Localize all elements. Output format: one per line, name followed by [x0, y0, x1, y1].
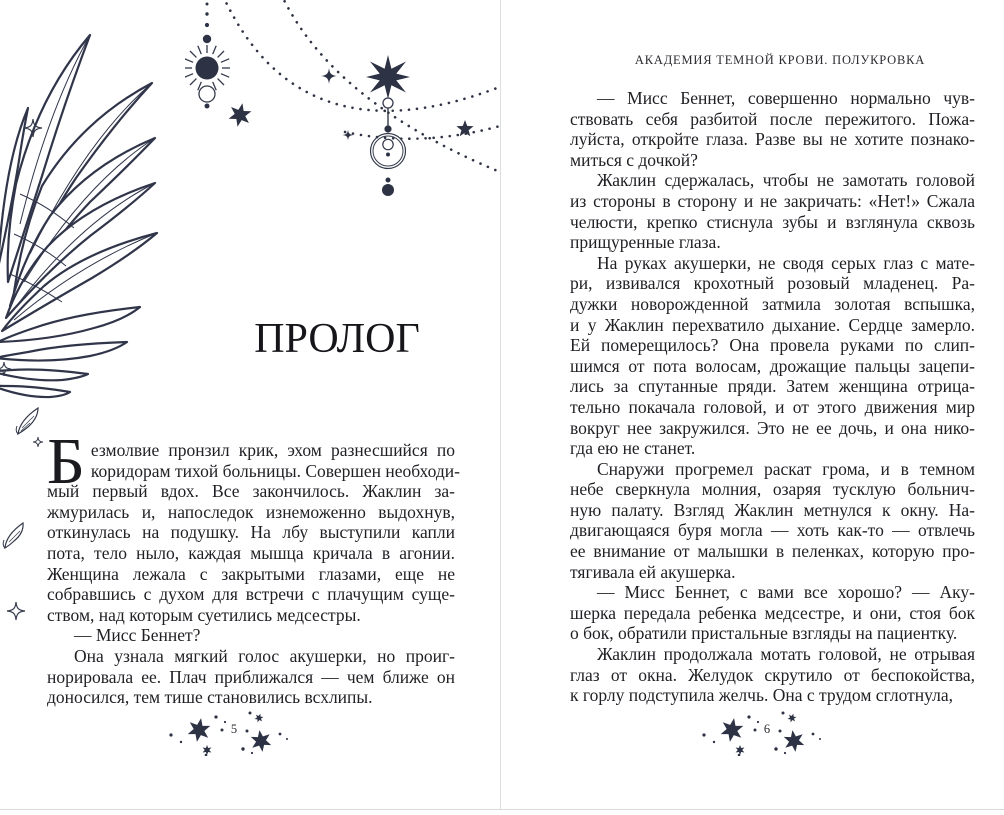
paragraph	[570, 253, 975, 459]
feather-icon	[2, 520, 30, 552]
text-line: Ей померещилось? Она провела руками по слип-	[570, 335, 975, 356]
five-point-star-icon	[454, 118, 476, 140]
drop-cap: Б	[47, 425, 85, 498]
chapter-title: ПРОЛОГ	[254, 316, 420, 362]
text-line: Жаклин сдержалась, чтобы не замотать головой	[597, 170, 975, 191]
sparkle-icon	[320, 67, 338, 85]
text-line: ее внимание от малышки в пеленках, которую про-	[570, 541, 975, 562]
feather-icon	[14, 404, 44, 438]
text-line: Она узнала мягкий голос акушерки, но проиг-	[74, 645, 455, 666]
text-line: На руках акушерки, не сводя серых глаз с мате-	[597, 252, 975, 273]
text-line: коридорам тихой больницы. Совершен необходи-	[90, 460, 460, 481]
text-line: Жаклин продолжала мотать головой, не отрывая	[597, 644, 975, 665]
text-line: и у Жаклин перехватило дыхание. Сердце замерло.	[570, 314, 975, 335]
text-line: луйста, откройте глаза. Разве вы не хотите познако-	[570, 129, 975, 150]
text-line: Снаружи прогремел раскат грома, и в темном	[597, 458, 975, 479]
text-line: тягивала ей акушерка.	[570, 561, 736, 582]
text-line: дужки новорожденной затмила золотая вспышка,	[570, 293, 975, 314]
text-line: челюсти, крепко стиснула зубы и взглянула сквозь	[570, 211, 975, 232]
sun-chain-ornament	[185, 0, 230, 115]
page-gutter-divider	[500, 0, 501, 809]
text-line: лись за спутанные пряди. Затем женщина отрица-	[570, 376, 975, 397]
text-line: мый первый вдох. Все закончилось. Жаклин за-	[47, 481, 455, 502]
paragraph	[570, 459, 975, 583]
text-line: откинулась на подушку. На лбу выступили капли	[47, 522, 455, 543]
text-line: Женщина лежала с закрытыми глазами, еще не	[47, 563, 455, 584]
text-line: к горлу подступила желчь. Она с трудом сглотнула,	[570, 685, 953, 706]
sparkle-icon	[342, 129, 354, 141]
paragraph	[47, 425, 460, 625]
page-number-left: 5	[230, 722, 238, 736]
text-line: о бок, обратили пристальные взгляды на пациентку.	[570, 623, 958, 644]
text-line: — Мисс Беннет, с вами все хорошо? — Аку-	[597, 582, 975, 603]
text-line: гда ею не станет.	[570, 438, 696, 459]
text-line: ную палату. Взгляд Жаклин метнулся к окну. На-	[570, 499, 975, 520]
text-line: шимся от пота волосам, дрожащие пальцы зацепи-	[570, 355, 975, 376]
paragraph	[570, 644, 975, 706]
star-pendant-ornament	[350, 40, 430, 200]
text-line: — Мисс Беннет?	[74, 625, 201, 646]
text-line: глаз от окна. Желудок скрутило от беспокойства,	[570, 664, 975, 685]
page-number-right: 6	[763, 722, 771, 736]
six-point-star-icon	[226, 101, 254, 129]
text-line: ством, над которым суетились медсестры.	[47, 604, 361, 625]
text-line: тельно покачала головой, и от этого движения мир	[570, 396, 975, 417]
text-line: из стороны в сторону и не закричать: «Нет!» Сжала	[570, 190, 975, 211]
text-line: миться с дочкой?	[570, 149, 698, 170]
left-page-text	[47, 425, 460, 708]
text-line: норировала ее. Плач приближался — чем ближе он	[47, 666, 455, 687]
text-line: ствовать себя разбитой после пережитого. Пожа-	[570, 108, 975, 129]
paragraph	[570, 170, 975, 252]
text-line: езмолвие пронзил крик, эхом разнесшийся по	[90, 440, 455, 460]
sparkle-icon	[32, 436, 44, 448]
page-bottom-edge	[0, 809, 1004, 810]
paragraph	[570, 88, 975, 170]
text-line: вокруг нее закружился. Это не ее дочь, и она нико-	[570, 417, 975, 438]
text-line: небе сверкнула молния, озаряя тусклую больнич-	[570, 479, 975, 500]
text-line: ри, извивался крохотный розовый младенец. Ра-	[570, 273, 975, 294]
paragraph	[47, 625, 455, 646]
text-line: — Мисс Беннет, совершенно нормально чув-	[597, 88, 975, 108]
text-line: прищуренные глаза.	[570, 232, 721, 253]
text-line: доносился, тем тише становились всхлипы.	[47, 687, 373, 708]
text-line: двигающаяся буря могла — хоть как-то — отвлечь	[570, 520, 975, 541]
text-line: шерка передала ребенка медсестре, и они, стоя бок	[570, 602, 975, 623]
paragraph	[570, 582, 975, 644]
text-line: собравшись с духом для встречи с плачущим суще-	[47, 584, 455, 605]
right-page-text	[570, 88, 975, 706]
paragraph	[47, 646, 455, 708]
text-line: пота, тело ныло, каждая мышца кричала в агонии.	[47, 542, 455, 563]
sparkle-icon	[5, 600, 27, 622]
text-line: жмурилась и, напоследок изнеможенно выдохнув,	[47, 501, 455, 522]
running-header: АКАДЕМИЯ ТЕМНОЙ КРОВИ. ПОЛУКРОВКА	[634, 53, 926, 67]
